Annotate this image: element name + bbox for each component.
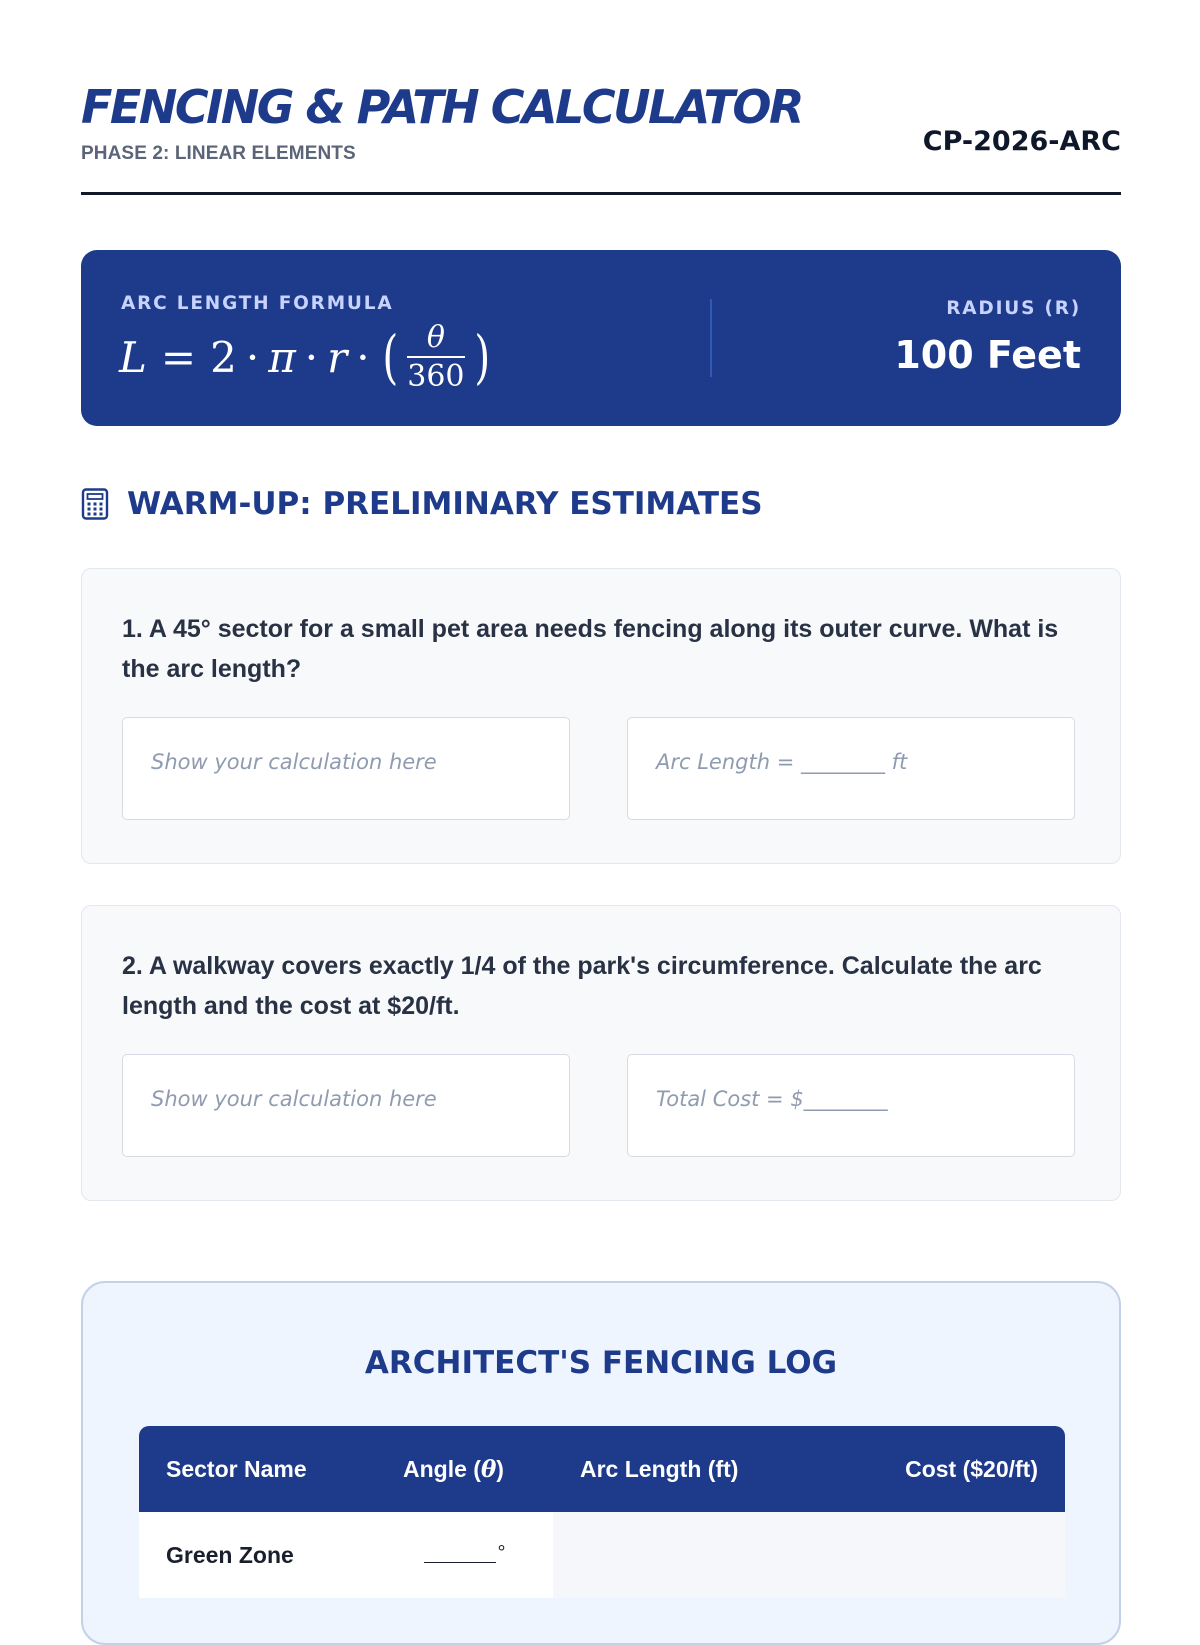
calculation-input-1[interactable] xyxy=(122,717,570,820)
formula-r: r xyxy=(327,332,348,382)
fencing-log-title: ARCHITECT'S FENCING LOG xyxy=(364,1345,838,1381)
arc-length-answer-input[interactable] xyxy=(627,717,1075,820)
formula-equals: = xyxy=(160,332,197,382)
column-header-arc-length: Arc Length (ft) xyxy=(580,1455,739,1482)
problem-question-2: 2. A walkway covers exactly 1/4 of the park's circumference. Calculate the arc length and the cost at $20/ft. xyxy=(122,952,1042,1020)
angle-header-theta: θ xyxy=(480,1455,497,1483)
formula-pi: π xyxy=(268,332,296,382)
banner-divider xyxy=(710,299,712,377)
angle-header-suffix: ) xyxy=(496,1455,504,1482)
problem-question-1: 1. A 45° sector for a small pet area needs fencing along its outer curve. What is the arc length? xyxy=(122,615,1059,683)
worksheet-page xyxy=(81,0,1121,1568)
arc-length-placeholder: Arc Length = ________ ft xyxy=(656,749,908,774)
formula-two: 2 xyxy=(210,332,237,382)
document-code: CP-2026-ARC xyxy=(922,126,1121,157)
warmup-heading xyxy=(81,486,763,522)
section-title: WARM-UP: PRELIMINARY ESTIMATES xyxy=(127,486,763,522)
calculation-input-2[interactable] xyxy=(122,1054,570,1157)
header-divider xyxy=(81,192,1121,195)
column-header-angle xyxy=(376,1426,553,1512)
total-cost-answer-input[interactable] xyxy=(627,1054,1075,1157)
calculator-icon xyxy=(81,488,109,520)
arc-length-formula xyxy=(119,322,493,392)
arc-length-cell[interactable] xyxy=(553,1512,813,1598)
fraction-bar xyxy=(407,356,465,358)
page-title: FENCING & PATH CALCULATOR xyxy=(81,80,802,134)
fencing-log-table xyxy=(139,1426,1065,1598)
radius-value: 100 Feet xyxy=(894,333,1081,377)
angle-blank-line xyxy=(424,1542,496,1563)
calculation-placeholder-2: Show your calculation here xyxy=(151,1086,437,1111)
formula-dot-3: · xyxy=(356,332,370,382)
fencing-log-panel xyxy=(81,1281,1121,1645)
formula-lhs: L xyxy=(119,332,147,382)
column-header-sector-name: Sector Name xyxy=(166,1455,307,1482)
angle-cell[interactable] xyxy=(376,1512,553,1598)
radius-label: RADIUS (R) xyxy=(946,298,1081,319)
page-header xyxy=(81,0,1121,196)
formula-paren-open: ( xyxy=(381,323,398,391)
formula-fraction xyxy=(403,322,468,392)
table-row xyxy=(139,1512,1065,1598)
fraction-numerator: θ xyxy=(426,320,445,355)
degree-symbol: ° xyxy=(497,1541,506,1564)
calculation-placeholder-1: Show your calculation here xyxy=(151,749,437,774)
total-cost-placeholder: Total Cost = $________ xyxy=(656,1086,888,1111)
problem-card-1 xyxy=(81,568,1121,864)
page-subtitle: PHASE 2: LINEAR ELEMENTS xyxy=(81,143,356,164)
formula-dot-1: · xyxy=(245,332,260,382)
formula-paren-close: ) xyxy=(473,323,490,391)
sector-name-cell: Green Zone xyxy=(139,1512,376,1598)
angle-header-prefix: Angle ( xyxy=(403,1455,481,1482)
table-header-row xyxy=(139,1426,1065,1512)
fraction-denominator: 360 xyxy=(407,358,465,394)
problem-card-2 xyxy=(81,905,1121,1201)
column-header-cost: Cost ($20/ft) xyxy=(905,1455,1038,1482)
formula-dot-2: · xyxy=(304,332,319,382)
cost-cell[interactable] xyxy=(813,1512,1065,1598)
formula-label: ARC LENGTH FORMULA xyxy=(121,293,394,314)
